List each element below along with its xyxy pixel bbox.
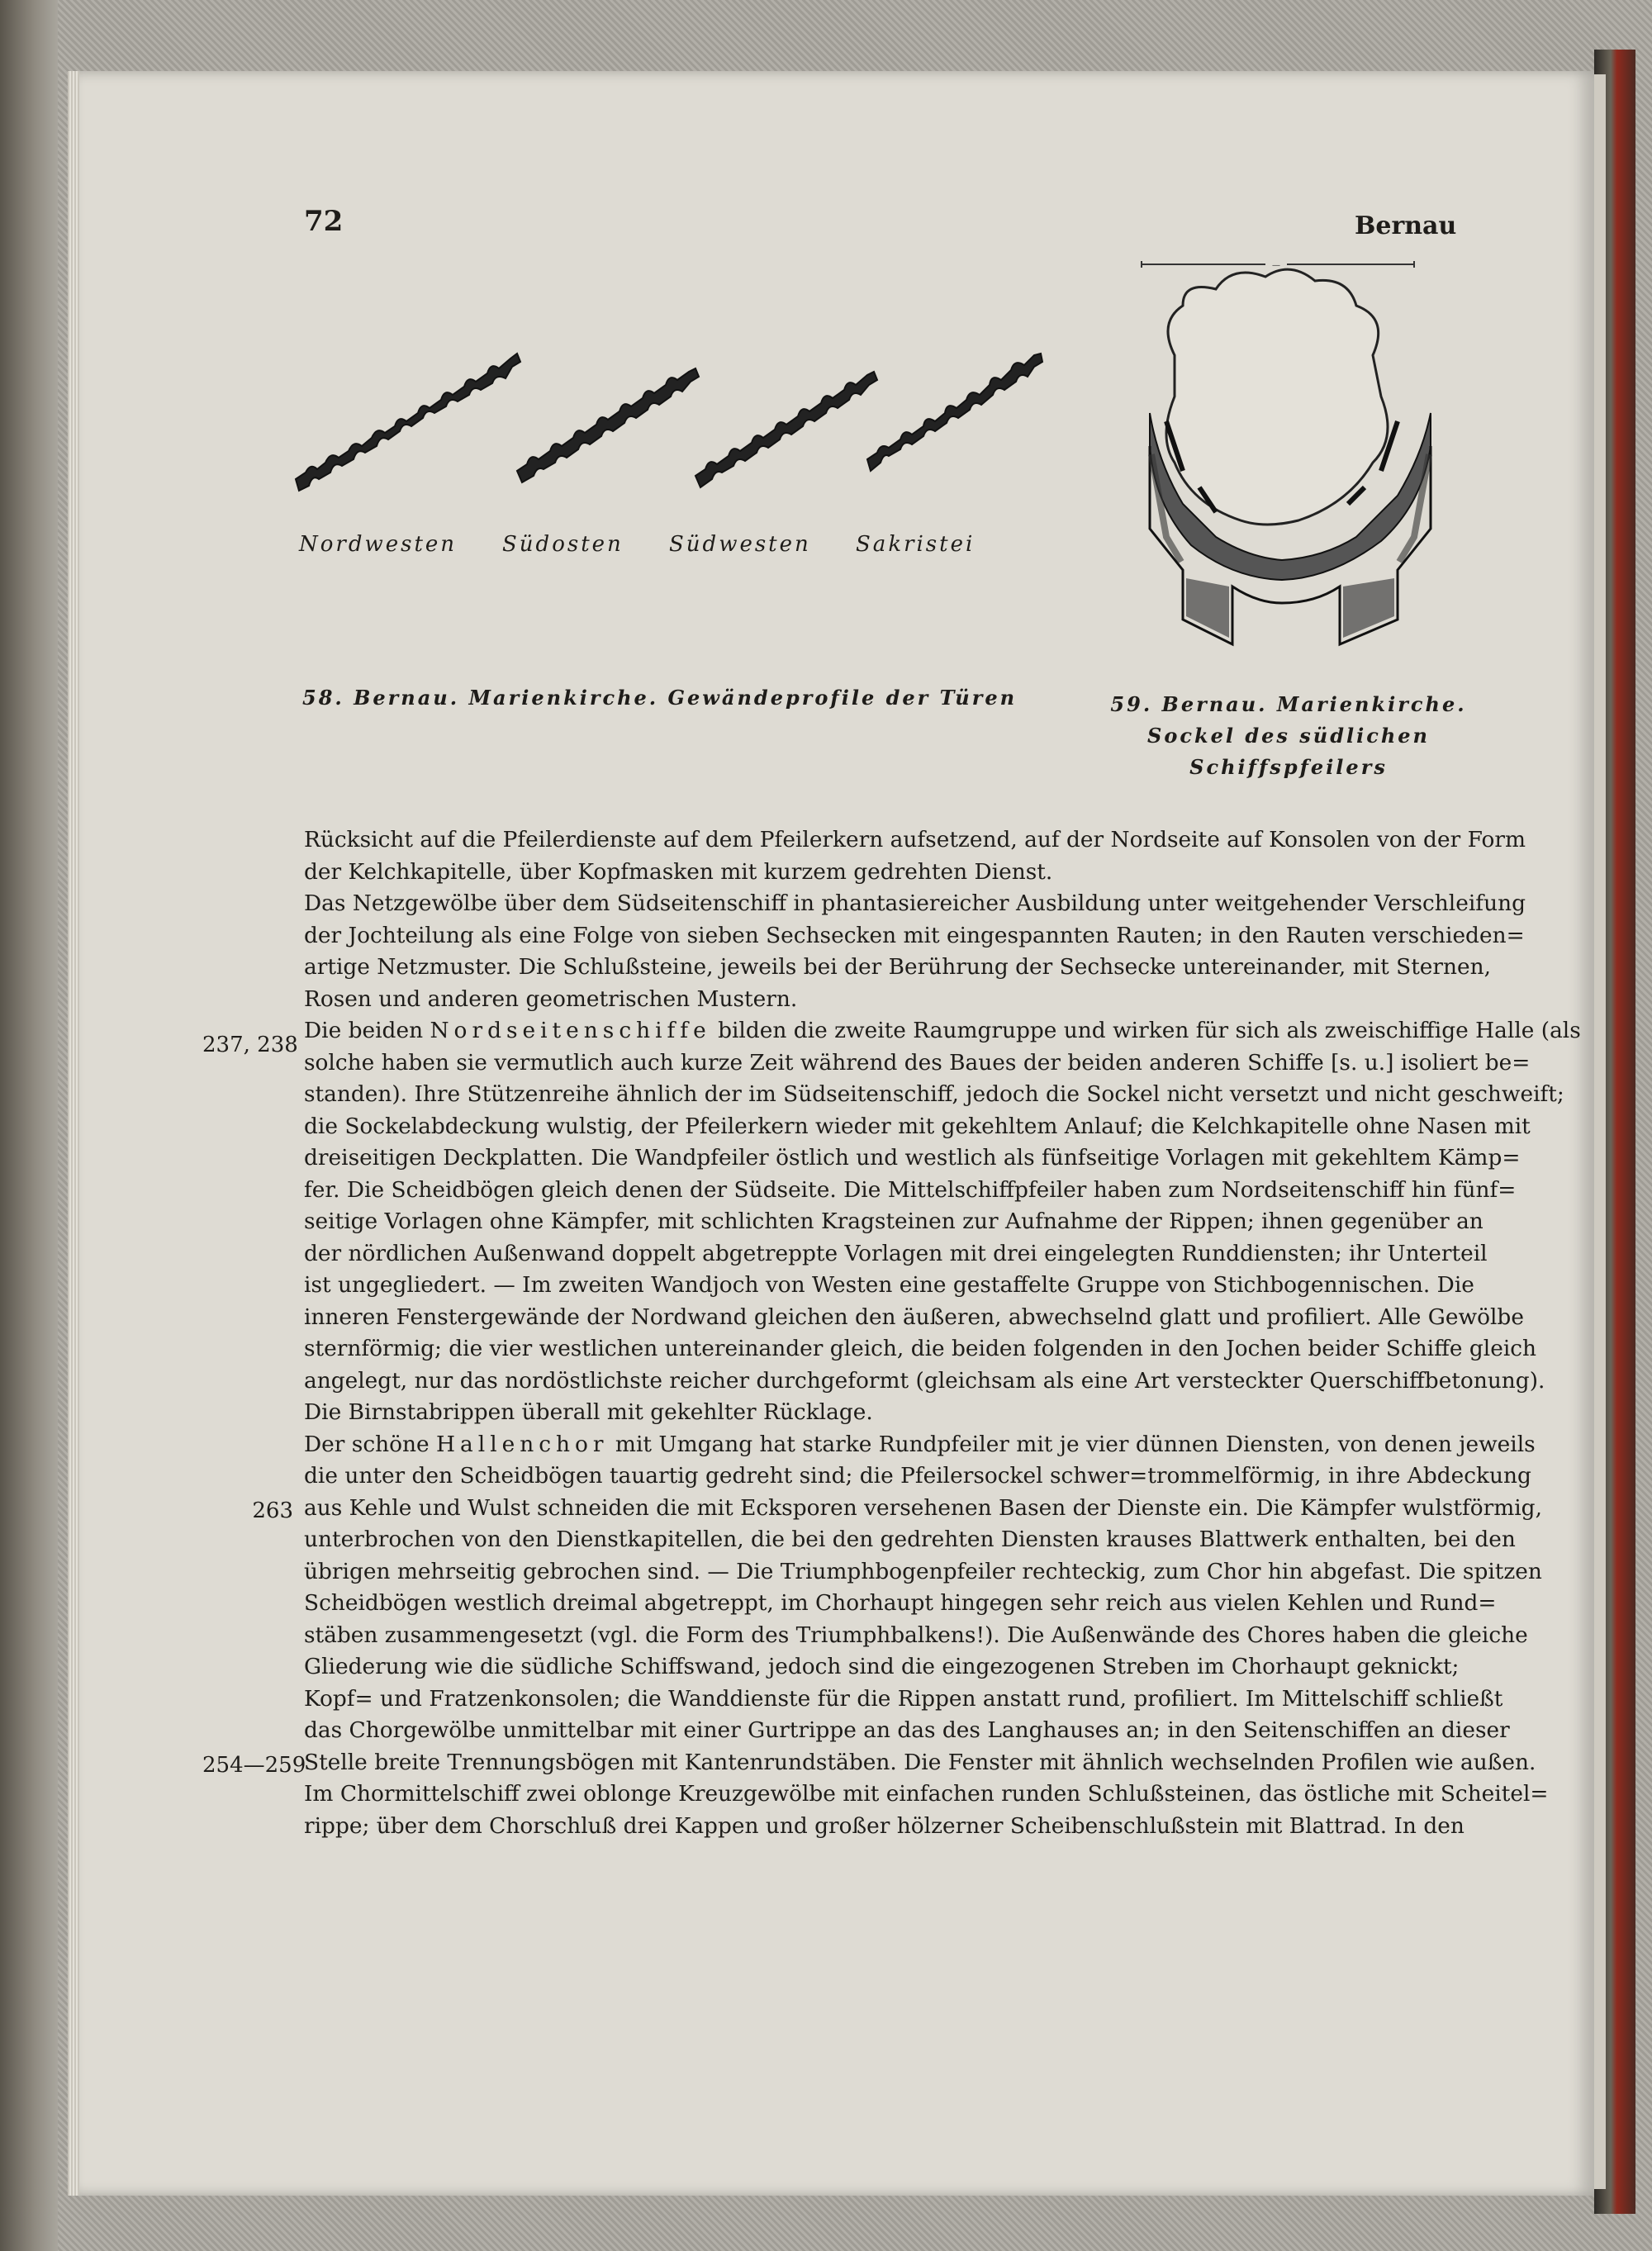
text-line: Das Netzgewölbe über dem Südseitenschiff in phantasiereicher Ausbildung unter weitgehender Verschleifung <box>304 890 1526 916</box>
text-line: der Kelchkapitelle, über Kopfmasken mit kurzem gedrehten Dienst. <box>304 858 1053 885</box>
text-run: mit Umgang hat starke Rundpfeiler mit je vier dünnen Diensten, von denen jeweils <box>608 1431 1536 1457</box>
label-suedwesten: Südwesten <box>669 532 811 557</box>
figure-59-caption-line: 59. Bernau. Marienkirche. <box>1110 692 1467 716</box>
figure-58-profiles <box>289 256 1057 504</box>
text-line: Die Birnstabrippen überall mit gekehlter Rücklage. <box>304 1399 873 1425</box>
svg-text:—: — <box>1272 261 1280 270</box>
text-line: inneren Fenstergewände der Nordwand gleichen den äußeren, abwechselnd glatt und profiliert. Alle Gewölbe <box>304 1304 1524 1330</box>
profile-nordwesten-drawing <box>289 256 537 504</box>
text-line: ist ungegliedert. — Im zweiten Wandjoch von Westen eine gestaffelte Gruppe von Stichbogennischen. Die <box>304 1272 1474 1298</box>
text-line: Stelle breite Trennungsbögen mit Kantenrundstäben. Die Fenster mit ähnlich wechselnden Profilen wie außen. <box>304 1749 1536 1775</box>
text-line: die Sockelabdeckung wulstig, der Pfeilerkern wieder mit gekehltem Anlauf; die Kelchkapitelle ohne Nasen mit <box>304 1113 1531 1139</box>
figure-59-pillar-base-drawing <box>1133 256 1447 653</box>
text-run: Der schöne <box>304 1431 436 1457</box>
emphasis-hallenchor: Hallenchor <box>436 1431 609 1457</box>
body-text <box>304 824 1581 1842</box>
margin-ref-254-259: 254—259 <box>202 1753 306 1778</box>
text-line: Im Chormittelschiff zwei oblonge Kreuzgewölbe mit einfachen runden Schlußsteinen, das östliche mit Scheitel= <box>304 1781 1549 1807</box>
text-line: das Chorgewölbe unmittelbar mit einer Gurtrippe an das des Langhauses an; in den Seitenschiffen an dieser <box>304 1717 1510 1743</box>
text-run: bilden die zweite Raumgruppe und wirken für sich als zweischiffige Halle (als <box>710 1018 1581 1043</box>
label-sakristei: Sakristei <box>856 532 976 557</box>
figure-59-caption <box>1107 689 1470 783</box>
text-line: standen). Ihre Stützenreihe ähnlich der im Südseitenschiff, jedoch die Sockel nicht versetzt und nicht geschweift; <box>304 1081 1564 1107</box>
page-number: 72 <box>304 205 344 238</box>
text-line: Kopf= und Fratzenkonsolen; die Wanddienste für die Rippen anstatt rund, profiliert. Im Mittelschiff schließt <box>304 1685 1503 1712</box>
text-line: der nördlichen Außenwand doppelt abgetreppte Vorlagen mit drei eingelegten Runddiensten; ihr Unterteil <box>304 1240 1488 1266</box>
text-line: angelegt, nur das nordöstlichste reicher durchgeformt (gleichsam als eine Art versteckter Querschiffbetonung). <box>304 1367 1545 1394</box>
text-line <box>304 1429 1536 1461</box>
text-line <box>304 1015 1581 1047</box>
figure-58-caption: 58. Bernau. Marienkirche. Gewändeprofile der Türen <box>302 686 1018 710</box>
text-line: dreiseitigen Deckplatten. Die Wandpfeiler östlich und westlich als fünfseitige Vorlagen mit gekehltem Kämp= <box>304 1145 1521 1171</box>
text-line: solche haben sie vermutlich auch kurze Zeit während des Baues der beiden anderen Schiffe [s. u.] isoliert be= <box>304 1049 1531 1076</box>
running-title: Bernau <box>1355 211 1457 240</box>
text-line: artige Netzmuster. Die Schlußsteine, jeweils bei der Berührung der Sechsecke untereinander, mit Sternen, <box>304 954 1492 980</box>
figure-59-caption-line: Sockel des südlichen <box>1147 724 1430 748</box>
figure-59-caption-line: Schiffspfeilers <box>1189 755 1388 779</box>
text-line: übrigen mehrseitig gebrochen sind. — Die Triumphbogenpfeiler rechteckig, zum Chor hin abgefast. Die spitzen <box>304 1558 1542 1584</box>
text-line: der Jochteilung als eine Folge von sieben Sechsecken mit eingespannten Rauten; in den Rauten verschieden= <box>304 922 1525 948</box>
text-line: rippe; über dem Chorschluß drei Kappen und großer hölzerner Scheibenschlußstein mit Blattrad. In den <box>304 1812 1464 1839</box>
text-line: Rücksicht auf die Pfeilerdienste auf dem Pfeilerkern aufsetzend, auf der Nordseite auf Konsolen von der Form <box>304 827 1526 852</box>
text-line: Rosen und anderen geometrischen Mustern. <box>304 985 798 1012</box>
label-suedosten: Südosten <box>502 532 624 557</box>
binding-shadow <box>0 0 58 2251</box>
margin-ref-263: 263 <box>252 1498 293 1523</box>
text-line: stäben zusammengesetzt (vgl. die Form des Triumphbalkens!). Die Außenwände des Chores haben die gleiche <box>304 1622 1528 1648</box>
text-line: Gliederung wie die südliche Schiffswand, jedoch sind die eingezogenen Streben im Chorhaupt geknickt; <box>304 1654 1460 1679</box>
profile-sakristei-drawing <box>859 306 1057 504</box>
page-stack-edge <box>68 71 79 2196</box>
text-line: fer. Die Scheidbögen gleich denen der Südseite. Die Mittelschiffpfeiler haben zum Nordseitenschiff hin fünf= <box>304 1176 1517 1203</box>
text-line: seitige Vorlagen ohne Kämpfer, mit schlichten Kragsteinen zur Aufnahme der Rippen; ihnen gegenüber an <box>304 1209 1483 1234</box>
emphasis-nordseitenschiffe: Nordseitenschiffe <box>430 1018 711 1043</box>
label-nordwesten: Nordwesten <box>299 532 458 557</box>
text-line: Scheidbögen westlich dreimal abgetreppt, im Chorhaupt hingegen sehr reich aus vielen Kehlen und Rund= <box>304 1590 1497 1616</box>
text-line: unterbrochen von den Dienstkapitellen, die bei den gedrehten Diensten krauses Blattwerk enthalten, bei den <box>304 1527 1516 1552</box>
text-line: die unter den Scheidbögen tauartig gedreht sind; die Pfeilersockel schwer=trommelförmig, in ihre Abdeckung <box>304 1463 1531 1489</box>
text-run: Die beiden <box>304 1018 430 1043</box>
text-line: aus Kehle und Wulst schneiden die mit Ecksporen versehenen Basen der Dienste ein. Die Kämpfer wulstförmig, <box>304 1494 1542 1521</box>
profile-suedosten-drawing <box>512 306 710 504</box>
margin-ref-237-238: 237, 238 <box>202 1033 298 1057</box>
text-line: sternförmig; die vier westlichen untereinander gleich, die beiden folgenden in den Jochen beider Schiffe gleich <box>304 1336 1537 1361</box>
